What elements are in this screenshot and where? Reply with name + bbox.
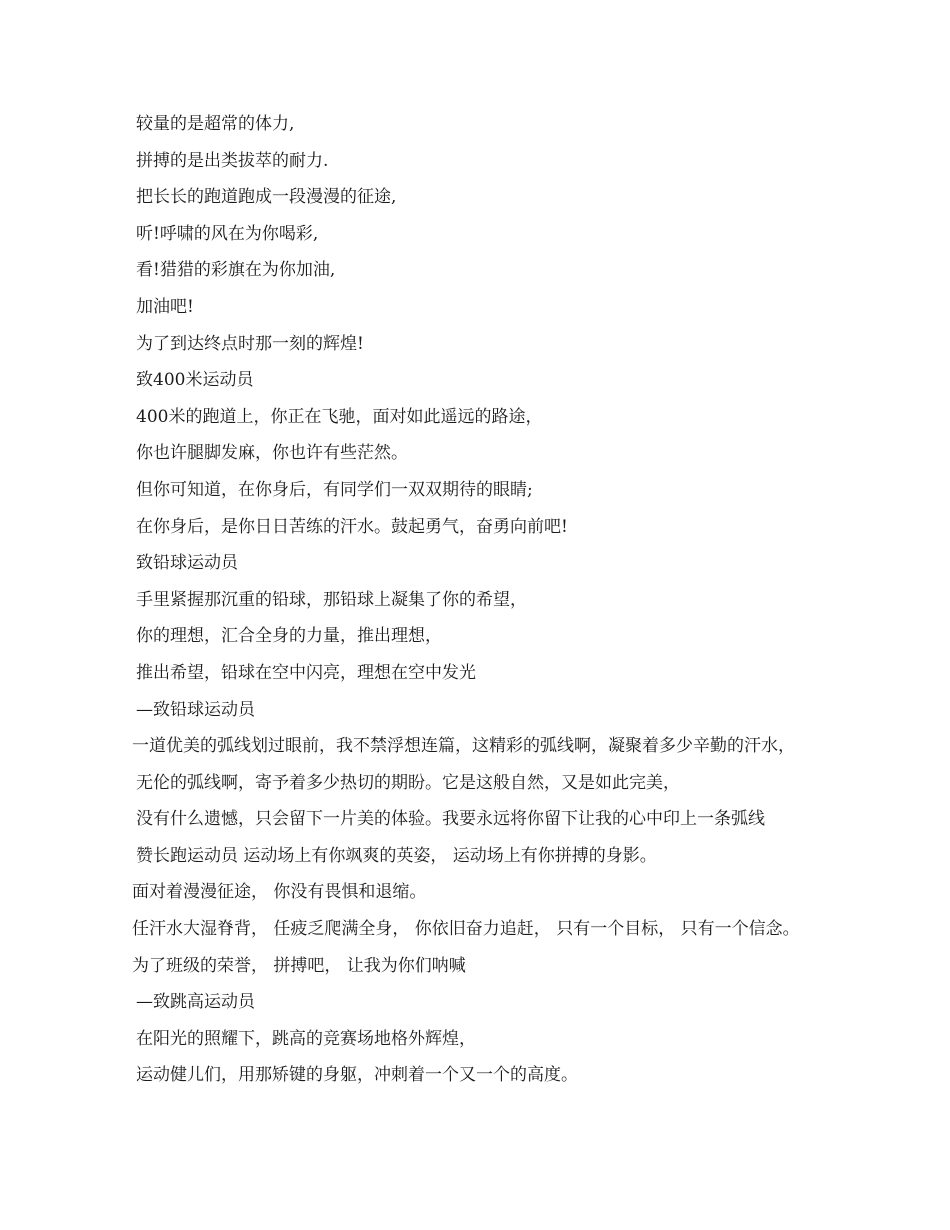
paragraph: 加油吧! [136,296,194,317]
section-heading: 致400米运动员 [136,370,254,391]
document-body [112,112,832,1100]
paragraph: 任汗水大湿脊背， 任疲乏爬满全身， 你依旧奋力追赶， 只有一个目标， 只有一个信念。 [132,919,800,940]
paragraph: 看!猎猎的彩旗在为你加油, [136,260,336,281]
paragraph: 无伦的弧线啊，寄予着多少热切的期盼。它是这般自然，又是如此完美， [136,772,680,793]
paragraph: 你也许腿脚发麻，你也许有些茫然。 [136,443,408,464]
paragraph: 面对着漫漫征途， 你没有畏惧和退缩。 [132,882,427,903]
paragraph: 在你身后，是你日日苦练的汗水。鼓起勇气，奋勇向前吧! [136,516,568,537]
paragraph: 一道优美的弧线划过眼前，我不禁浮想连篇，这精彩的弧线啊，凝聚着多少辛勤的汗水， [132,736,795,757]
section-heading: 致铅球运动员 [136,553,238,574]
paragraph: 但你可知道，在你身后，有同学们一双双期待的眼睛; [136,479,533,500]
paragraph: 400米的跑道上，你正在飞驰，面对如此遥远的路途， [136,406,543,427]
section-heading: —致铅球运动员 [136,699,255,720]
paragraph: 在阳光的照耀下，跳高的竞赛场地格外辉煌， [136,1028,476,1049]
paragraph: 为了班级的荣誉， 拼搏吧， 让我为你们呐喊 [132,955,466,976]
paragraph: 手里紧握那沉重的铅球，那铅球上凝集了你的希望， [136,589,527,610]
paragraph: 没有什么遗憾，只会留下一片美的体验。我要永远将你留下让我的心中印上一条弧线 [136,809,765,830]
paragraph: 听!呼啸的风在为你喝彩, [136,223,319,244]
paragraph: 推出希望，铅球在空中闪亮，理想在空中发光 [136,662,476,683]
paragraph: 运动健儿们，用那矫键的身躯，冲刺着一个又一个的高度。 [136,1065,578,1086]
paragraph: 你的理想，汇合全身的力量，推出理想， [136,626,442,647]
paragraph: 为了到达终点时那一刻的辉煌! [136,333,364,354]
section-heading: —致跳高运动员 [136,992,255,1013]
paragraph: 较量的是超常的体力, [136,114,295,134]
paragraph: 赞长跑运动员 运动场上有你飒爽的英姿， 运动场上有你拼搏的身影。 [136,845,657,866]
paragraph: 拼搏的是出类拔萃的耐力. [136,150,329,171]
paragraph: 把长长的跑道跑成一段漫漫的征途, [136,187,397,208]
